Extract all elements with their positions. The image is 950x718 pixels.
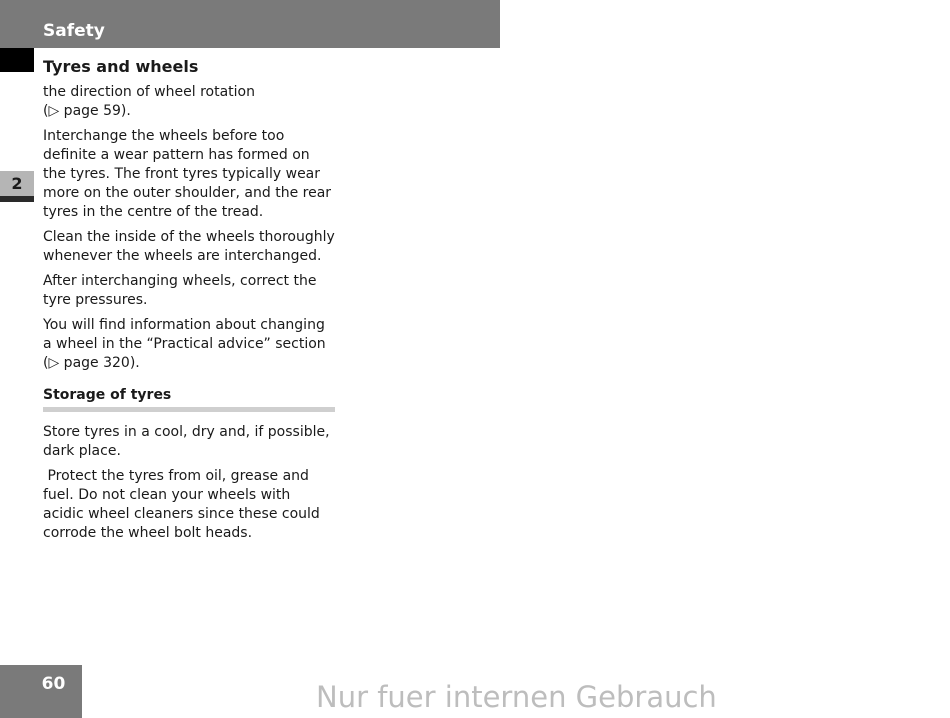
paragraph: You will find information about changing a wheel in the “Practical advice” section (▷ page 320). — [43, 317, 326, 371]
subsection-title: Storage of tyres — [43, 387, 172, 403]
section-header-title: Safety — [43, 21, 105, 41]
paragraph: After interchanging wheels, correct the tyre pressures. — [43, 273, 317, 308]
paragraph — [43, 83, 335, 121]
storage-section — [43, 386, 335, 543]
paragraph: Interchange the wheels before too definite a wear pattern has formed on the tyres. The front tyres typically wear more on the outer shoulder, and the rear tyres in the centre of the tread. — [43, 128, 332, 220]
paragraph: Store tyres in a cool, dry and, if possible, dark place. — [43, 424, 330, 459]
paragraph: Clean the inside of the wheels thoroughly whenever the wheels are interchanged. — [43, 229, 335, 264]
page-content — [43, 56, 335, 549]
paragraph-line: the direction of wheel rotation — [43, 84, 255, 100]
page-title: Tyres and wheels — [43, 57, 199, 76]
header-bar — [0, 0, 500, 48]
paragraph: Protect the tyres from oil, grease and fuel. Do not clean your wheels with acidic wheel cleaners since these could corrode the wheel bolt heads. — [43, 468, 325, 541]
page-number: 60 — [41, 674, 66, 694]
page-number-box — [0, 665, 82, 718]
watermark: Nur fuer internen Gebrauch — [316, 680, 717, 714]
black-tab-marker — [0, 48, 34, 72]
chapter-tab-divider — [0, 196, 34, 202]
chapter-number: 2 — [11, 174, 23, 193]
chapter-tab — [0, 171, 34, 196]
subsection-rule — [43, 407, 335, 412]
page-reference: (▷ page 59). — [43, 103, 131, 119]
